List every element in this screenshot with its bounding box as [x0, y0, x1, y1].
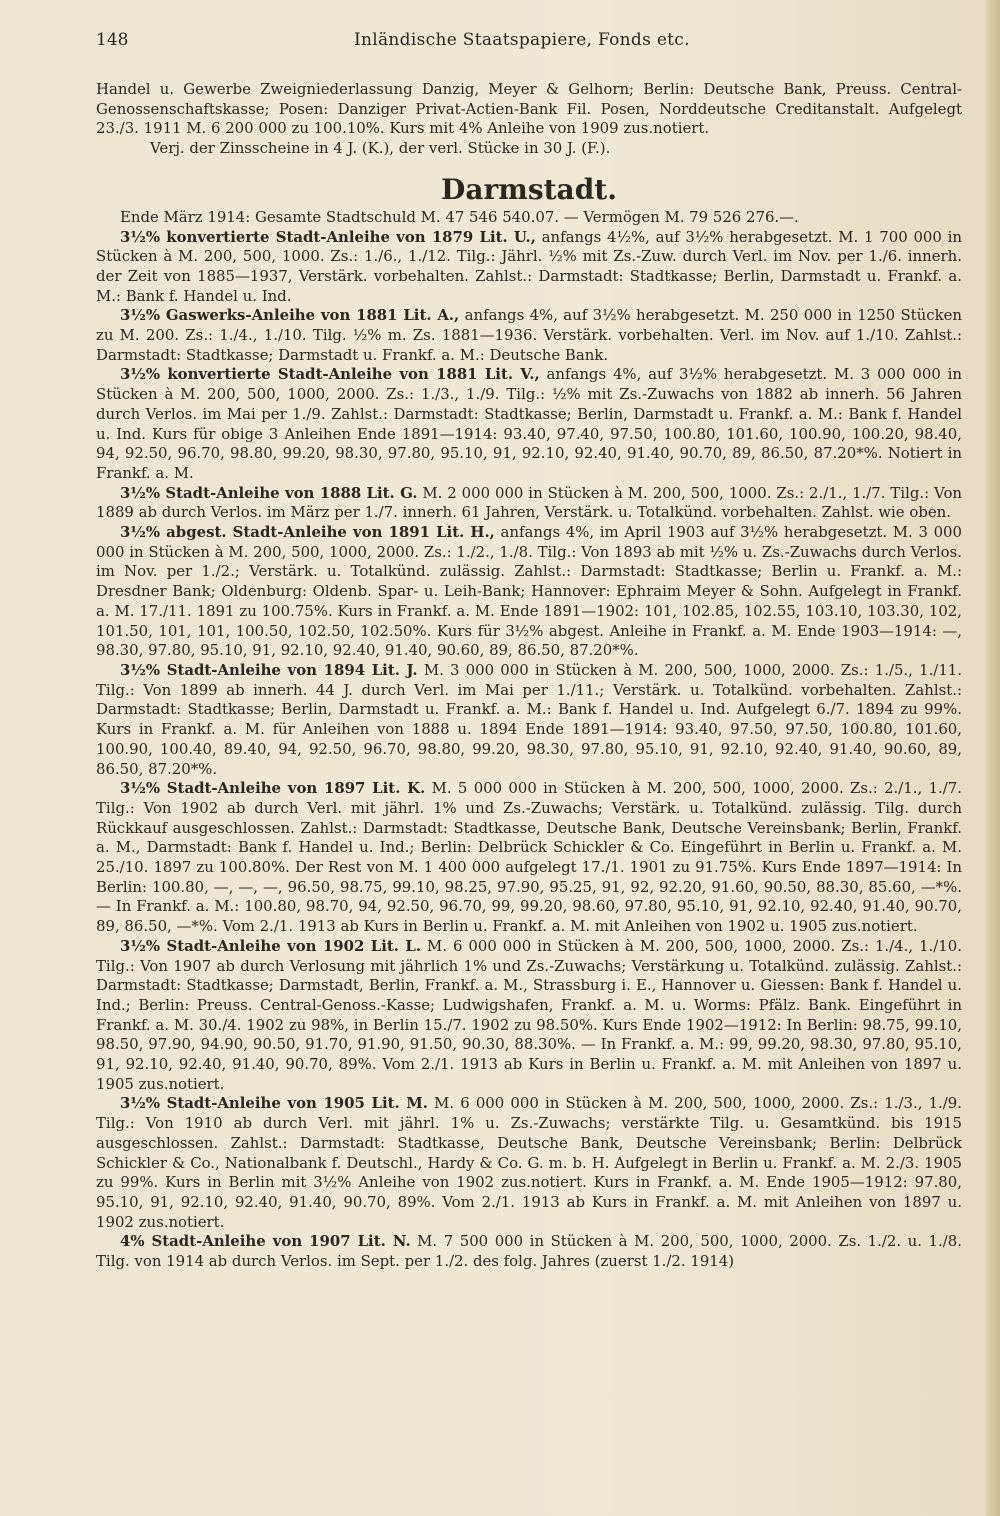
city-heading: Darmstadt.	[441, 172, 617, 206]
loan-text: M. 2 000 000 in Stücken à M. 200, 500, 1000. Zs.: 2./1., 1./7. Tilg.: Von 1889 ab durch Verlos. im März per 1./7. innerh. 61 Jahren, Verstärk. u. Totalkünd. vorbehalten. Zahlst. wie oben.	[96, 483, 962, 522]
debt-summary: Ende März 1914: Gesamte Stadtschuld M. 47 546 540.07. — Vermögen M. 79 526 276.—.	[120, 207, 799, 226]
loan-entry	[96, 937, 962, 1095]
page-edge	[986, 0, 1000, 1516]
loan-entry	[96, 779, 962, 937]
loan-title: 3½% abgest. Stadt-Anleihe von 1891 Lit. H.,	[120, 523, 495, 542]
loan-text: M. 7 500 000 in Stücken à M. 200, 500, 1000, 2000. Zs. 1./2. u. 1./8. Tilg. von 1914 ab durch Verlos. im Sept. per 1./2. des folg. Jahres (zuerst 1./2. 1914)	[96, 1232, 962, 1271]
loan-text: anfangs 4%, auf 3½% herabgesetzt. M. 3 000 000 in Stücken à M. 200, 500, 1000, 2000. Zs.: 1./3., 1./9. Tilg.: ½% mit Zs.-Zuwachs von 1882 ab innerh. 56 Jahren durch Verlos. im Mai per 1./9. Zahlst.: Darmstadt: Stadtkasse; Berlin, Darmstadt u. Frankf. a. M.: Bank f. Handel u. Ind. Kurs für obige 3 Anleihen Ende 1891—1914: 93.40, 97.40, 97.50, 100.80, 101.60, 100.90, 100.20, 98.40, 94, 92.50, 96.70, 98.80, 99.20, 98.30, 97.80, 95.10, 91, 92.10, 92.40, 91.40, 90.70, 89, 86.50, 87.20*%. Notiert in Frankf. a. M.	[96, 365, 962, 482]
loan-title: 3½% Stadt-Anleihe von 1888 Lit. G.	[120, 483, 418, 502]
loan-title: 3½% konvertierte Stadt-Anleihe von 1881 Lit. V.,	[120, 365, 540, 384]
loan-text: M. 6 000 000 in Stücken à M. 200, 500, 1000, 2000. Zs.: 1./4., 1./10. Tilg.: Von 1907 ab durch Verlosung mit jährlich 1% und Zs.-Zuwachs; Verstärkung u. Totalkünd. zulässig. Zahlst.: Darmstadt: Stadtkasse; Darmstadt, Berlin, Frankf. a. M., Strassburg i. E., Hannover u. Giessen: Bank f. Handel u. Ind.; Berlin: Preuss. Central-Genoss.-Kasse; Ludwigshafen, Frankf. a. M. u. Worms: Pfälz. Bank. Eingeführt in Frankf. a. M. 30./4. 1902 zu 98%, in Berlin 15./7. 1902 zu 98.50%. Kurs Ende 1902—1912: In Berlin: 98.75, 99.10, 98.50, 97.90, 94.90, 90.50, 91.70, 91.90, 91.50, 90.30, 88.30%. — In Frankf. a. M.: 99, 99.20, 98.30, 97.80, 95.10, 91, 92.10, 92.40, 91.40, 90.70, 89%. Vom 2./1. 1913 ab Kurs in Berlin u. Frankf. a. M. mit Anleihen von 1897 u. 1905 zus.notiert.	[96, 936, 962, 1093]
loan-text: M. 3 000 000 in Stücken à M. 200, 500, 1000, 2000. Zs.: 1./5., 1./11. Tilg.: Von 1899 ab innerh. 44 J. durch Verl. im Mai per 1./11.; Verstärk. u. Totalkünd. vorbehalten. Zahlst.: Darmstadt: Stadtkasse; Berlin, Darmstadt u. Frankf. a. M.: Bank f. Handel u. Ind. Aufgelegt 6./7. 1894 zu 99%. Kurs in Frankf. a. M. für Anleihen von 1888 u. 1894 Ende 1891—1914: 93.40, 97.50, 97.50, 100.80, 101.60, 100.90, 100.40, 89.40, 94, 92.50, 96.70, 98.80, 99.20, 98.30, 97.80, 95.10, 91, 92.10, 92.40, 91.40, 90.60, 89, 86.50, 87.20*%.	[96, 660, 962, 778]
loan-entry	[96, 661, 962, 779]
prescription-note: Verj. der Zinsscheine in 4 J. (K.), der verl. Stücke in 30 J. (F.).	[150, 139, 611, 158]
loan-entry	[96, 306, 962, 365]
page-header	[96, 30, 962, 56]
loan-text: anfangs 4%, im April 1903 auf 3½% herabgesetzt. M. 3 000 000 in Stücken à M. 200, 500, 1000, 2000. Zs.: 1./2., 1./8. Tilg.: Von 1893 ab mit ½% u. Zs.-Zuwachs durch Verlos. im Nov. per 1./2.; Verstärk. u. Totalkünd. zulässig. Zahlst.: Darmstadt: Stadtkasse; Berlin u. Frankf. a. M.: Dresdner Bank; Oldenburg: Oldenb. Spar- u. Leih-Bank; Hannover: Ephraim Meyer & Sohn. Aufgelegt in Frankf. a. M. 17./11. 1891 zu 100.75%. Kurs in Frankf. a. M. Ende 1891—1902: 101, 102.85, 102.55, 103.10, 103.30, 102, 101.50, 101, 101, 100.50, 102.50, 102.50%. Kurs für 3½% abgest. Anleihe in Frankf. a. M. Ende 1903—1914: —, 98.30, 97.80, 95.10, 91, 92.10, 92.40, 91.40, 90.60, 89, 86.50, 87.20*%.	[96, 523, 963, 660]
page-number: 148	[96, 30, 129, 50]
loan-title: 3½% Stadt-Anleihe von 1902 Lit. L.	[120, 936, 422, 955]
intro-paragraph: Handel u. Gewerbe Zweigniederlassung Danzig, Meyer & Gelhorn; Berlin: Deutsche Bank, Preuss. Central-Genossenschaftskasse; Posen: Danziger Privat-Actien-Bank Fil. Posen, Norddeutsche Creditanstalt. Aufgelegt 23./3. 1911 M. 6 200 000 zu 100.10%. Kurs mit 4% Anleihe von 1909 zus.notiert.	[96, 80, 962, 138]
loan-entry	[96, 228, 962, 307]
loan-text: anfangs 4%, auf 3½% herabgesetzt. M. 250 000 in 1250 Stücken zu M. 200. Zs.: 1./4., 1./10. Tilg. ½% m. Zs. 1881—1936. Verstärk. vorbehalten. Verl. im Nov. auf 1./10. Zahlst.: Darmstadt: Stadtkasse; Darmstadt u. Frankf. a. M.: Deutsche Bank.	[96, 306, 962, 364]
loan-entry	[96, 1094, 962, 1232]
running-title: Inländische Staatspapiere, Fonds etc.	[354, 30, 690, 50]
loan-title: 3½% Stadt-Anleihe von 1894 Lit. J.	[120, 660, 418, 679]
loan-title: 3½% Gaswerks-Anleihe von 1881 Lit. A.,	[120, 306, 460, 325]
loan-text: M. 5 000 000 in Stücken à M. 200, 500, 1000, 2000. Zs.: 2./1., 1./7. Tilg.: Von 1902 ab durch Verl. mit jährl. 1% und Zs.-Zuwachs; Verstärk. u. Totalkünd. zulässig. Tilg. durch Rückkauf ausgeschlossen. Zahlst.: Darmstadt: Stadtkasse, Deutsche Bank, Deutsche Vereinsbank; Berlin, Frankf. a. M., Darmstadt: Bank f. Handel u. Ind.; Berlin: Delbrück Schickler & Co. Eingeführt in Berlin u. Frankf. a. M. 25./10. 1897 zu 100.80%. Der Rest von M. 1 400 000 aufgelegt 17./1. 1901 zu 91.75%. Kurs Ende 1897—1914: In Berlin: 100.80, —, —, —, 96.50, 98.75, 99.10, 98.25, 97.90, 95.25, 91, 92, 92.20, 91.60, 90.50, 88.30, 85.60, —*%. — In Frankf. a. M.: 100.80, 98.70, 94, 92.50, 96.70, 99, 99.20, 98.60, 97.80, 95.10, 91, 92.10, 92.40, 91.40, 90.70, 89, 86.50, —*%. Vom 2./1. 1913 ab Kurs in Berlin u. Frankf. a. M. mit Anleihen von 1902 u. 1905 zus.notiert.	[96, 779, 962, 936]
loan-text: anfangs 4½%, auf 3½% herabgesetzt. M. 1 700 000 in Stücken à M. 200, 500, 1000. Zs.: 1./6., 1./12. Tilg.: Jährl. ½% mit Zs.-Zuw. durch Verl. im Nov. per 1./6. innerh. der Zeit von 1885—1937, Verstärk. vorbehalten. Zahlst.: Darmstadt: Stadtkasse; Berlin, Darmstadt u. Frankf. a. M.: Bank f. Handel u. Ind.	[96, 227, 962, 305]
loan-text: M. 6 000 000 in Stücken à M. 200, 500, 1000, 2000. Zs.: 1./3., 1./9. Tilg.: Von 1910 ab durch Verl. mit jährl. 1% u. Zs.-Zuwachs; verstärkte Tilg. u. Gesamtkünd. bis 1915 ausgeschlossen. Zahlst.: Darmstadt: Stadtkasse, Deutsche Bank, Deutsche Vereinsbank; Berlin: Delbrück Schickler & Co., Nationalbank f. Deutschl., Hardy & Co. G. m. b. H. Aufgelegt in Berlin u. Frankf. a. M. 2./3. 1905 zu 99%. Kurs in Berlin mit 3½% Anleihe von 1902 zus.notiert. Kurs in Frankf. a. M. Ende 1905—1912: 97.80, 95.10, 91, 92.10, 92.40, 91.40, 90.70, 89%. Vom 2./1. 1913 ab Kurs in Frankf. a. M. mit Anleihen von 1897 u. 1902 zus.notiert.	[96, 1094, 963, 1231]
loan-title: 4% Stadt-Anleihe von 1907 Lit. N.	[120, 1232, 411, 1251]
loan-entry	[96, 523, 962, 661]
loan-title: 3½% Stadt-Anleihe von 1905 Lit. M.	[120, 1094, 428, 1113]
loan-entry	[96, 484, 962, 523]
page-body	[96, 80, 962, 1272]
loan-entry	[96, 1232, 962, 1271]
loan-title: 3½% konvertierte Stadt-Anleihe von 1879 Lit. U.,	[120, 227, 536, 246]
loan-title: 3½% Stadt-Anleihe von 1897 Lit. K.	[120, 779, 426, 798]
loan-entry	[96, 365, 962, 483]
